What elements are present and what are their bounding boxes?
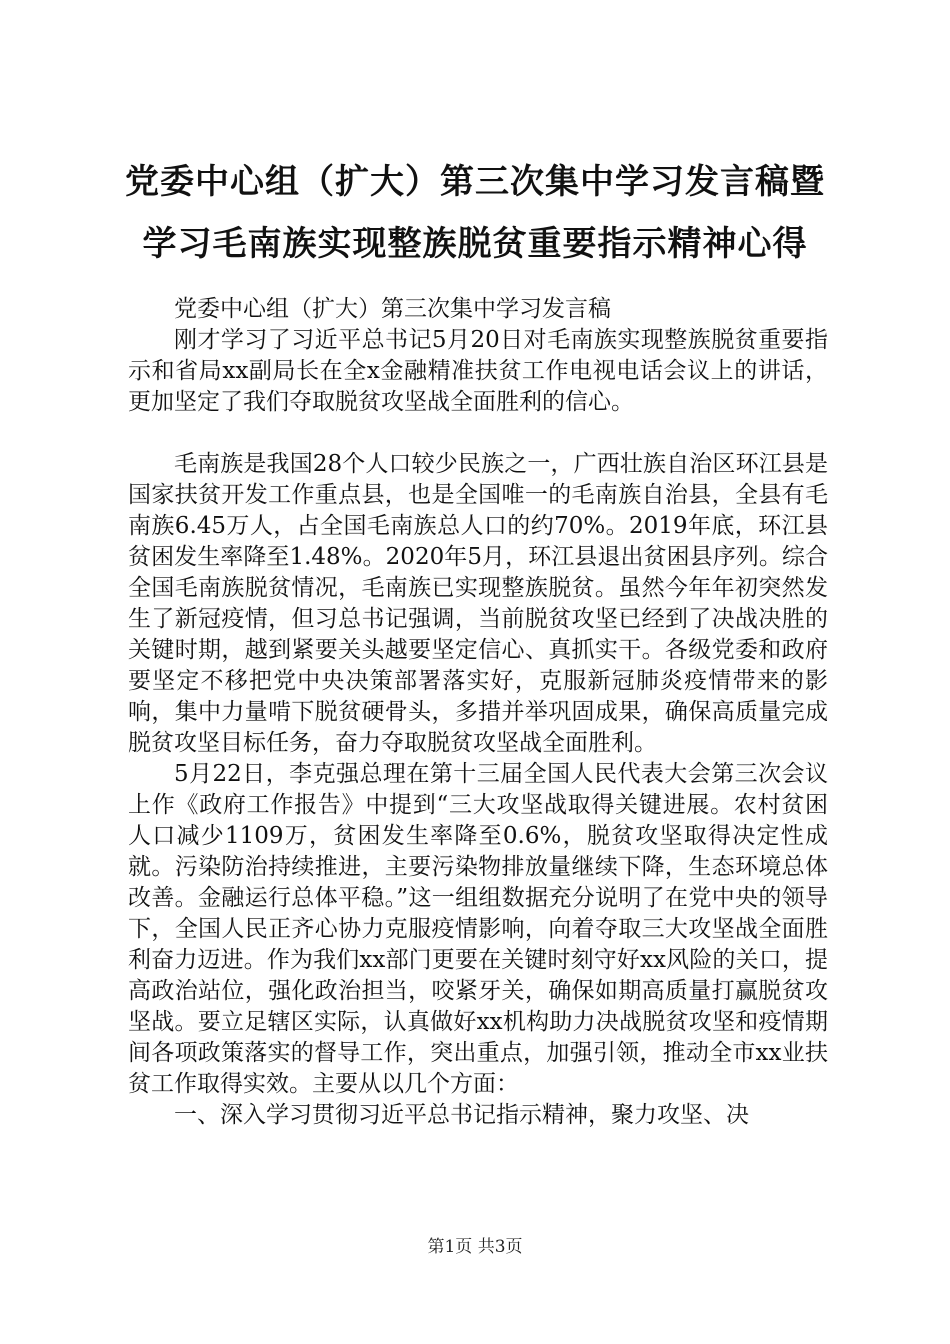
page-number-footer: 第1页 共3页	[427, 1237, 523, 1257]
paragraph-section-one: 一、深入学习贯彻习近平总书记指示精神，聚力攻坚、决	[174, 1102, 749, 1128]
paragraph-intro: 刚才学习了习近平总书记5月20日对毛南族实现整族脱贫重要指示和省局xx副局长在全x金融精准扶贫工作电视电话会议上的讲话，更加坚定了我们夺取脱贫攻坚战全面胜利的信心。	[128, 327, 828, 415]
document-title-line-2: 学习毛南族实现整族脱贫重要指示精神心得	[142, 224, 808, 264]
document-body	[128, 294, 828, 1131]
paragraph-subtitle: 党委中心组（扩大）第三次集中学习发言稿	[174, 296, 611, 322]
paragraph-report: 5月22日，李克强总理在第十三届全国人民代表大会第三次会议上作《政府工作报告》中提到“三大攻坚战取得关键进展。农村贫困人口减少1109万，贫困发生率降至0.6%，脱贫攻坚取得决定性成就。污染防治持续推进，主要污染物排放量继续下降，生态环境总体改善。金融运行总体平稳。”这一组组数据充分说明了在党中央的领导下，全国人民正齐心协力克服疫情影响，向着夺取三大攻坚战全面胜利奋力迈进。作为我们xx部门更要在关键时刻守好xx风险的关口，提高政治站位，强化政治担当，咬紧牙关，确保如期高质量打赢脱贫攻坚战。要立足辖区实际，认真做好xx机构助力决战脱贫攻坚和疫情期间各项政策落实的督导工作，突出重点，加强引领，推动全市xx业扶贫工作取得实效。主要从以几个方面：	[128, 761, 828, 1097]
document-title-line-1: 党委中心组（扩大）第三次集中学习发言稿暨	[125, 162, 825, 202]
paragraph-maonan: 毛南族是我国28个人口较少民族之一，广西壮族自治区环江县是国家扶贫开发工作重点县，也是全国唯一的毛南族自治县，全县有毛南族6.45万人，占全国毛南族总人口的约70%。2019年底，环江县贫困发生率降至1.48%。2020年5月，环江县退出贫困县序列。综合全国毛南族脱贫情况，毛南族已实现整族脱贫。虽然今年年初突然发生了新冠疫情，但习总书记强调，当前脱贫攻坚已经到了决战决胜的关键时期，越到紧要关头越要坚定信心、真抓实干。各级党委和政府要坚定不移把党中央决策部署落实好，克服新冠肺炎疫情带来的影响，集中力量啃下脱贫硬骨头，多措并举巩固成果，确保高质量完成脱贫攻坚目标任务，奋力夺取脱贫攻坚战全面胜利。	[128, 451, 828, 756]
